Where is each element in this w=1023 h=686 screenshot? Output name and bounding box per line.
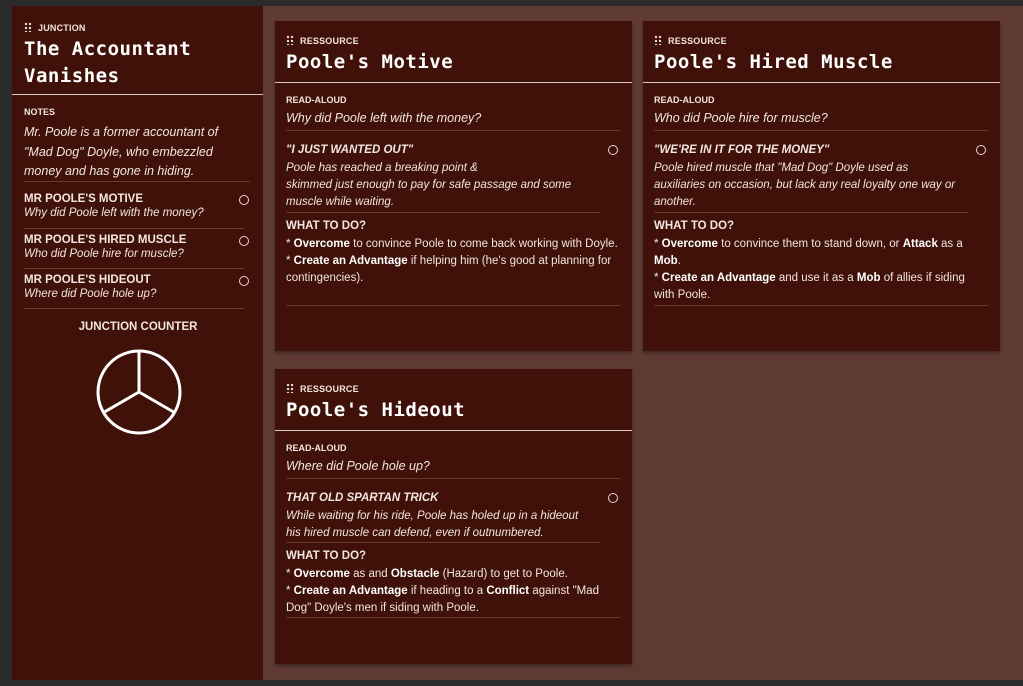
move-text: if heading to a xyxy=(407,585,487,597)
card-title: Poole's Hideout xyxy=(286,399,466,421)
resource-card-hideout[interactable] xyxy=(275,369,632,664)
item-title: MR POOLE'S MOTIVE xyxy=(24,193,144,205)
what-to-do-line: * Overcome to convince them to stand down, or Attack as a Mob. xyxy=(654,238,963,267)
counter-label: JUNCTION COUNTER xyxy=(78,321,198,333)
readaloud-label: READ-ALOUD xyxy=(654,95,715,105)
circle-checkbox-icon[interactable] xyxy=(239,236,249,246)
readaloud-label: READ-ALOUD xyxy=(286,95,347,105)
move-text: as and xyxy=(349,568,391,580)
card-title: Poole's Motive xyxy=(286,51,454,73)
what-to-do-body xyxy=(654,236,988,304)
move-text: . xyxy=(677,255,681,267)
card-header xyxy=(286,379,359,397)
junction-card[interactable] xyxy=(12,6,263,680)
card-header xyxy=(286,31,359,49)
divider xyxy=(286,130,620,131)
junction-item-hideout[interactable] xyxy=(24,274,252,300)
divider xyxy=(24,181,250,182)
what-to-do-line: * Overcome as and Obstacle (Hazard) to get to Poole. xyxy=(286,568,568,580)
move-name: Overcome xyxy=(293,568,350,580)
readaloud-label: READ-ALOUD xyxy=(286,443,347,453)
notes-label: NOTES xyxy=(24,107,56,117)
circle-checkbox-icon[interactable] xyxy=(239,276,249,286)
divider xyxy=(286,617,620,618)
move-name: Overcome xyxy=(661,238,718,250)
what-to-do-line: * Create an Advantage if helping him (he's good at planning for contingencies). xyxy=(286,255,612,284)
move-text: of allies if siding with Poole. xyxy=(654,272,965,301)
move-text: against "Mad Dog" Doyle's men if siding with Poole. xyxy=(286,585,600,614)
what-to-do-line: * Overcome to convince Poole to come back working with Doyle. xyxy=(286,238,618,250)
move-name: Conflict xyxy=(486,585,530,597)
item-question: Why did Poole left with the money? xyxy=(24,207,204,219)
move-text: (Hazard) to get to Poole. xyxy=(439,568,568,580)
move-name: Create an Advantage xyxy=(293,585,408,597)
divider xyxy=(12,94,263,95)
divider xyxy=(24,228,244,229)
move-text: to convince them to stand down, or xyxy=(717,238,903,250)
item-question: Who did Poole hire for muscle? xyxy=(24,248,184,260)
divider xyxy=(275,82,632,83)
junction-kind: JUNCTION xyxy=(38,23,86,33)
readaloud-text: Where did Poole hole up? xyxy=(286,459,430,473)
section-line: skimmed just enough to pay for safe passage and some muscle while waiting. xyxy=(286,179,572,208)
drag-handle-icon[interactable] xyxy=(286,383,294,393)
section-body xyxy=(286,160,596,211)
circle-checkbox-icon[interactable] xyxy=(608,493,618,503)
circle-checkbox-icon[interactable] xyxy=(239,195,249,205)
section-line: his hired muscle can defend, even if outnumbered. xyxy=(286,527,544,539)
divider xyxy=(286,478,620,479)
move-name: Obstacle xyxy=(390,568,440,580)
junction-title-line1: The Accountant xyxy=(24,38,192,60)
divider xyxy=(654,305,988,306)
resource-card-motive[interactable] xyxy=(275,21,632,351)
item-title: MR POOLE'S HIRED MUSCLE xyxy=(24,234,187,246)
move-text: to convince Poole to come back working with Doyle. xyxy=(349,238,618,250)
move-text: as a xyxy=(937,238,963,250)
divider xyxy=(24,268,244,269)
section-line: auxiliaries on occasion, but lack any real loyalty one way or another. xyxy=(654,179,956,208)
drag-handle-icon[interactable] xyxy=(654,35,662,45)
card-title: Poole's Hired Muscle xyxy=(654,51,893,73)
card-kind: RESSOURCE xyxy=(300,384,359,394)
divider xyxy=(286,305,620,306)
move-text: if helping him (he's good at planning for contingencies). xyxy=(286,255,612,284)
divider xyxy=(286,542,600,543)
move-name: Create an Advantage xyxy=(293,255,408,267)
what-to-do-line: * Create an Advantage if heading to a Conflict against "Mad Dog" Doyle's men if siding with Poole. xyxy=(286,585,600,614)
section-title: THAT OLD SPARTAN TRICK xyxy=(286,492,439,504)
move-text: and use it as a xyxy=(775,272,857,284)
section-body xyxy=(286,508,596,542)
readaloud-text: Why did Poole left with the money? xyxy=(286,111,482,125)
section-title: "I JUST WANTED OUT" xyxy=(286,144,414,156)
move-name: Attack xyxy=(902,238,938,250)
junction-counter-clock-icon[interactable] xyxy=(95,348,183,436)
bottom-bar xyxy=(0,680,1023,686)
section-line: Poole has reached a breaking point & xyxy=(286,162,478,174)
junction-title-line2: Vanishes xyxy=(24,65,120,87)
divider xyxy=(24,308,244,309)
resource-card-hired-muscle[interactable] xyxy=(643,21,1000,351)
what-to-do-label: WHAT TO DO? xyxy=(286,220,367,232)
divider xyxy=(286,212,600,213)
divider xyxy=(275,430,632,431)
drag-handle-icon[interactable] xyxy=(286,35,294,45)
move-name: Overcome xyxy=(293,238,350,250)
readaloud-text: Who did Poole hire for muscle? xyxy=(654,111,828,125)
left-gutter xyxy=(0,0,12,686)
section-line: While waiting for his ride, Poole has holed up in a hideout xyxy=(286,510,579,522)
notes-text: Mr. Poole is a former accountant of "Mad Dog" Doyle, who embezzled money and has gone in hiding. xyxy=(24,125,219,178)
divider xyxy=(654,130,988,131)
card-kind: RESSOURCE xyxy=(300,36,359,46)
item-title: MR POOLE'S HIDEOUT xyxy=(24,274,151,286)
circle-checkbox-icon[interactable] xyxy=(976,145,986,155)
junction-title xyxy=(24,36,254,90)
move-name: Create an Advantage xyxy=(661,272,776,284)
junction-header xyxy=(24,18,86,36)
what-to-do-label: WHAT TO DO? xyxy=(286,550,367,562)
what-to-do-body xyxy=(286,236,620,287)
card-kind: RESSOURCE xyxy=(668,36,727,46)
drag-handle-icon[interactable] xyxy=(24,22,32,32)
divider xyxy=(654,212,968,213)
what-to-do-body xyxy=(286,566,620,617)
section-body xyxy=(654,160,964,211)
divider xyxy=(643,82,1000,83)
junction-item-hired-muscle[interactable] xyxy=(24,234,252,260)
section-title: "WE'RE IN IT FOR THE MONEY" xyxy=(654,144,830,156)
circle-checkbox-icon[interactable] xyxy=(608,145,618,155)
move-name: Mob xyxy=(654,255,678,267)
item-question: Where did Poole hole up? xyxy=(24,288,157,300)
what-to-do-label: WHAT TO DO? xyxy=(654,220,735,232)
what-to-do-line: * Create an Advantage and use it as a Mob of allies if siding with Poole. xyxy=(654,272,965,301)
card-header xyxy=(654,31,727,49)
move-name: Mob xyxy=(856,272,881,284)
section-line: Poole hired muscle that "Mad Dog" Doyle used as xyxy=(654,162,909,174)
junction-item-motive[interactable] xyxy=(24,193,252,219)
